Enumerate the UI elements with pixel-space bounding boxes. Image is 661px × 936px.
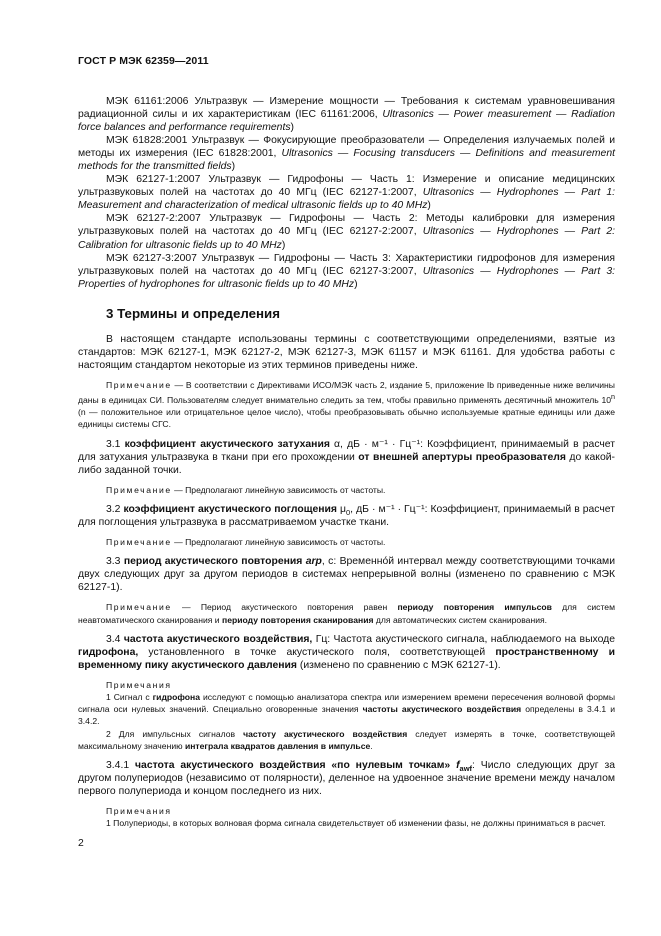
reference-item: МЭК 62127-2:2007 Ультразвук — Гидрофоны — Часть 2: Методы калибровки для измерения ультразвуковых полей на частотах до 40 МГц (IEC 62127-2:2007, Ultrasonics — Hydrophones — Part 2: Calibration for ultrasonic fields up to 40 MHz) bbox=[78, 213, 615, 251]
page-number: 2 bbox=[78, 838, 84, 849]
section-intro: В настоящем стандарте использованы термины с соответствующими определениями, взятые из стандартов: МЭК 62127-1, МЭК 62127-2, МЭК 62127-3, МЭК 61157 и МЭК 61161. Для удобства работы с настоящим стандартом некоторые из этих терминов приведены ниже. bbox=[78, 333, 615, 371]
notes-heading: Примечания bbox=[106, 806, 172, 817]
reference-item: МЭК 61828:2001 Ультразвук — Фокусирующие преобразователи — Определения излучаемых полей и методы их измерения (IEC 61828:2001, Ultrasonics — Focusing transducers — Definitions and measurement methods for the transmitted fields) bbox=[78, 135, 616, 173]
term-3-2: 3.2 коэффициент акустического поглощения $\mu_0$, дБ · м⁻¹ · Гц⁻¹: Коэффициент, принимаемый в расчет для поглощения ультразвука в рассматриваемом участке ткани. bbox=[78, 503, 615, 528]
reference-item: МЭК 62127-3:2007 Ультразвук — Гидрофоны — Часть 3: Характеристики гидрофонов для измерения ультразвуковых полей на частотах до 40 МГц (IEC 62127-3:2007, Ultrasonics — Hydrophones — Part 3: Properties of hydrophones for ultrasonic fields up to 40 MHz) bbox=[78, 252, 615, 290]
note: Примечание — Предполагают линейную зависимость от частоты. bbox=[106, 484, 386, 495]
term-3-3: 3.3 период акустического повторения arp, с: Временно́й интервал между соответствующими точками двух следующих друг за другом периодов в системах непрерывной волны (изменено по сравнению с МЭК 62127-1). bbox=[78, 556, 615, 594]
note: Примечание — Предполагают линейную зависимость от частоты. bbox=[106, 536, 386, 547]
document-header: ГОСТ Р МЭК 62359—2011 bbox=[78, 55, 209, 67]
notes-heading: Примечания bbox=[106, 679, 172, 690]
note: Примечание — Период акустического повторения равен периоду повторения импульсов для систем неавтоматического сканирования и периоду повторения сканирования для автоматических систем сканирования. bbox=[78, 602, 615, 625]
reference-item: МЭК 62127-1:2007 Ультразвук — Гидрофоны — Часть 1: Измерение и описание медицинских ультразвуковых полей на частотах до 40 МГц (IEC 62127-1:2007, Ultrasonics — Hydrophones — Part 1: Measurement and characterization of medical ultrasonic fields up to 40 MHz) bbox=[78, 174, 615, 212]
term-3-4: 3.4 частота акустического воздействия, Гц: Частота акустического сигнала, наблюдаемого на выходе гидрофона, установленного в точке акустического поля, соответствующей пространственному и временному пику акустического давления (изменено по сравнению с МЭК 62127-1). bbox=[78, 633, 616, 671]
term-3-4-1: 3.4.1 частота акустического воздействия «по нулевым точкам» $f_{awf}$: Число следующих друг за другом полупериодов (независимо от полярности), деленное на удвоенное значение времени между началом первого полупериода и концом последнего из них. bbox=[78, 760, 615, 798]
page-content bbox=[78, 95, 615, 830]
note-item: 1 Полупериоды, в которых волновая форма сигнала свидетельствует об изменении фазы, не должны приниматься в расчет. bbox=[106, 818, 606, 829]
reference-item: МЭК 61161:2006 Ультразвук — Измерение мощности — Требования к системам уравновешивания радиационной силы и их характеристикам (IEC 61161:2006, Ultrasonics — Power measurement — Radiation force balances and performance requirements) bbox=[78, 96, 615, 134]
note: Примечание — В соответствии с Директивами ИСО/МЭК часть 2, издание 5, приложение Ib приведенные ниже величины даны в единицах СИ. Пользователям следует внимательно следить за тем, чтобы правильно применять десятичный множитель 10$^n$ (n — положительное или отрицательное целое число), чтобы преобразовывать обычно используемые кратные единицы или даже единицы системы СГС. bbox=[78, 379, 615, 430]
note-item: 2 Для импульсных сигналов частоту акустического воздействия следует измерять в точке, соответствующей максимальному значению интеграла квадратов давления в импульсе. bbox=[78, 728, 616, 751]
term-3-1: 3.1 коэффициент акустического затухания α, дБ · м⁻¹ · Гц⁻¹: Коэффициент, принимаемый в расчет для затухания ультразвука в ткани при его прохождении от внешней апертуры преобразователя до какой-либо заданной точки. bbox=[78, 438, 616, 476]
note-item: 1 Сигнал с гидрофона исследуют с помощью анализатора спектра или измерением времени пересечения волновой формы сигнала оси нулевых значений. Специально оговоренные значения частоты акустического воздействия определены в 3.4.1 и 3.4.2. bbox=[78, 692, 616, 727]
section-title: 3 Термины и определения bbox=[106, 305, 280, 321]
